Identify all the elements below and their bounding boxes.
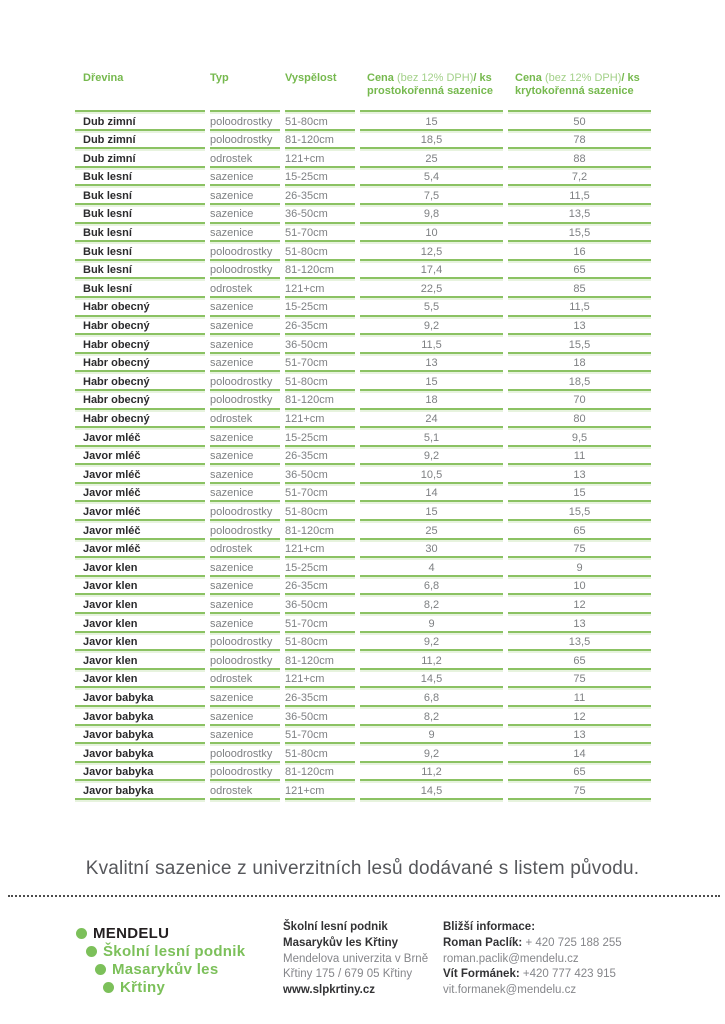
cell-cena-prostokorenna: 9,2 [360,631,503,650]
table-row [75,370,651,389]
table-row [75,129,651,148]
cell-cena-prostokorenna: 15 [360,370,503,389]
cell-cena-krytokorenna: 65 [508,761,651,780]
table-row [75,277,651,296]
cell-drevina: Javor babyka [75,705,205,724]
cell-drevina: Habr obecný [75,408,205,427]
cell-typ: sazenice [210,203,280,222]
cell-drevina: Javor babyka [75,724,205,743]
cell-cena-krytokorenna: 13,5 [508,631,651,650]
table-row [75,333,651,352]
cell-cena-krytokorenna: 50 [508,110,651,129]
cell-vyspelost: 81-120cm [285,259,355,278]
logo-line-krtiny: Křtiny [103,978,245,996]
cell-typ: odrostek [210,147,280,166]
cell-typ: sazenice [210,445,280,464]
cell-drevina: Habr obecný [75,296,205,315]
cell-typ: poloodrostky [210,110,280,129]
cell-drevina: Javor mléč [75,538,205,557]
cell-cena-prostokorenna: 7,5 [360,184,503,203]
cell-cena-krytokorenna: 14 [508,742,651,761]
cell-cena-prostokorenna: 18 [360,389,503,408]
cell-cena-krytokorenna: 85 [508,277,651,296]
cell-vyspelost: 36-50cm [285,333,355,352]
cell-typ: poloodrostky [210,240,280,259]
cell-drevina: Buk lesní [75,184,205,203]
cell-drevina: Javor mléč [75,500,205,519]
cell-vyspelost: 51-70cm [285,222,355,241]
cell-vyspelost: 51-80cm [285,240,355,259]
logo-line-mendelu: MENDELU [76,924,245,942]
cell-cena-krytokorenna: 15 [508,482,651,501]
cell-drevina: Javor klen [75,612,205,631]
logo-bullet-icon [95,964,106,975]
cell-typ: sazenice [210,482,280,501]
table-row [75,519,651,538]
address-org-line-1: Školní lesní podnik [283,921,388,933]
cell-typ: odrostek [210,538,280,557]
cell-vyspelost: 121+cm [285,147,355,166]
table-row [75,296,651,315]
cell-vyspelost: 81-120cm [285,389,355,408]
cell-cena-krytokorenna: 15,5 [508,222,651,241]
cell-typ: sazenice [210,686,280,705]
cell-cena-prostokorenna: 24 [360,408,503,427]
cell-vyspelost: 51-70cm [285,482,355,501]
cell-drevina: Habr obecný [75,333,205,352]
table-row [75,184,651,203]
mendelu-logo [76,924,245,996]
address-street: Křtiny 175 / 679 05 Křtiny [283,968,413,981]
cell-vyspelost: 81-120cm [285,649,355,668]
cell-cena-krytokorenna: 65 [508,649,651,668]
cell-cena-prostokorenna: 6,8 [360,686,503,705]
cell-vyspelost: 15-25cm [285,426,355,445]
col-header-cena-prostokorenna: Cena (bez 12% DPH)/ ks prostokořenná sazenice [367,72,493,97]
cell-cena-krytokorenna: 75 [508,779,651,798]
cell-cena-prostokorenna: 14,5 [360,779,503,798]
table-row [75,222,651,241]
cell-typ: poloodrostky [210,761,280,780]
table-row [75,500,651,519]
contact-email-2[interactable]: vit.formanek@mendelu.cz [443,984,577,997]
cell-typ: poloodrostky [210,389,280,408]
cell-drevina: Javor klen [75,631,205,650]
cell-typ: sazenice [210,296,280,315]
col-header-typ: Typ [210,72,229,84]
cell-typ: sazenice [210,575,280,594]
cell-vyspelost: 26-35cm [285,184,355,203]
website-link[interactable]: www.slpkrtiny.cz [283,984,376,997]
col-header-vyspelost: Vyspělost [285,72,337,84]
address-university: Mendelova univerzita v Brně [283,952,429,965]
cell-cena-krytokorenna: 11 [508,445,651,464]
cell-cena-prostokorenna: 11,2 [360,649,503,668]
contact-person-2: Vít Formánek: +420 777 423 915 [443,968,616,981]
cell-vyspelost: 26-35cm [285,686,355,705]
cell-cena-prostokorenna: 5,5 [360,296,503,315]
contact-person-1: Roman Paclík: + 420 725 188 255 [443,936,622,949]
cell-cena-prostokorenna: 18,5 [360,129,503,148]
cell-cena-krytokorenna: 80 [508,408,651,427]
cell-typ: sazenice [210,315,280,334]
cell-vyspelost [285,798,355,802]
cell-drevina: Dub zimní [75,147,205,166]
cell-typ: sazenice [210,166,280,185]
cell-vyspelost: 81-120cm [285,761,355,780]
cell-vyspelost: 15-25cm [285,296,355,315]
cell-cena-krytokorenna: 11 [508,686,651,705]
cell-vyspelost: 51-80cm [285,110,355,129]
cell-drevina: Dub zimní [75,129,205,148]
cell-typ: poloodrostky [210,370,280,389]
cell-vyspelost: 51-80cm [285,370,355,389]
cell-cena-krytokorenna: 16 [508,240,651,259]
cell-cena-krytokorenna: 70 [508,389,651,408]
cell-drevina: Javor klen [75,556,205,575]
cell-cena-prostokorenna: 5,1 [360,426,503,445]
cell-cena-prostokorenna: 13 [360,352,503,371]
table-row [75,631,651,650]
cell-typ: sazenice [210,426,280,445]
address-org-line-2: Masarykův les Křtiny [283,936,399,949]
cell-cena-prostokorenna: 9 [360,724,503,743]
table-row [75,110,651,129]
table-row [75,538,651,557]
cell-typ: poloodrostky [210,259,280,278]
table-row [75,463,651,482]
cell-cena-krytokorenna: 15,5 [508,333,651,352]
cell-cena-krytokorenna: 88 [508,147,651,166]
cell-drevina: Habr obecný [75,352,205,371]
cell-typ: poloodrostky [210,649,280,668]
cell-cena-prostokorenna: 22,5 [360,277,503,296]
table-row [75,612,651,631]
cell-cena-prostokorenna: 9 [360,612,503,631]
table-row [75,593,651,612]
cell-cena-prostokorenna: 10 [360,222,503,241]
cell-cena-prostokorenna: 14 [360,482,503,501]
table-row [75,482,651,501]
col-header-drevina: Dřevina [83,72,124,84]
table-row [75,408,651,427]
cell-drevina: Javor mléč [75,426,205,445]
cell-cena-krytokorenna: 75 [508,538,651,557]
cell-vyspelost: 26-35cm [285,315,355,334]
cell-cena-krytokorenna: 11,5 [508,296,651,315]
cell-vyspelost: 26-35cm [285,575,355,594]
cell-typ: sazenice [210,612,280,631]
cell-drevina: Buk lesní [75,277,205,296]
cell-drevina: Javor mléč [75,463,205,482]
table-row [75,445,651,464]
cell-vyspelost: 51-70cm [285,612,355,631]
cell-vyspelost: 51-80cm [285,631,355,650]
table-body [75,110,651,802]
cell-typ: poloodrostky [210,129,280,148]
cell-drevina: Javor babyka [75,686,205,705]
cell-cena-prostokorenna: 9,2 [360,445,503,464]
cell-cena-krytokorenna: 65 [508,259,651,278]
cell-cena-krytokorenna: 15,5 [508,500,651,519]
cell-typ: odrostek [210,408,280,427]
cell-cena-prostokorenna: 25 [360,147,503,166]
logo-line-masarykuv-les: Masarykův les [95,960,245,978]
contact-email-1[interactable]: roman.paclik@mendelu.cz [443,952,579,965]
cell-cena-prostokorenna [360,798,503,802]
cell-drevina: Javor babyka [75,742,205,761]
cell-cena-krytokorenna: 13 [508,463,651,482]
cell-cena-prostokorenna: 8,2 [360,705,503,724]
cell-vyspelost: 26-35cm [285,445,355,464]
cell-cena-prostokorenna: 12,5 [360,240,503,259]
cell-cena-krytokorenna: 9,5 [508,426,651,445]
cell-cena-krytokorenna: 12 [508,593,651,612]
cell-drevina: Habr obecný [75,389,205,408]
cell-typ: poloodrostky [210,742,280,761]
cell-vyspelost: 81-120cm [285,129,355,148]
table-row [75,389,651,408]
cell-cena-krytokorenna [508,798,651,802]
cell-typ: poloodrostky [210,500,280,519]
cell-typ: odrostek [210,668,280,687]
cell-cena-krytokorenna: 12 [508,705,651,724]
logo-bullet-icon [103,982,114,993]
cell-vyspelost: 36-50cm [285,203,355,222]
cell-typ: odrostek [210,277,280,296]
cell-drevina: Javor babyka [75,761,205,780]
table-row [75,742,651,761]
cell-cena-prostokorenna: 8,2 [360,593,503,612]
cell-vyspelost: 121+cm [285,277,355,296]
cell-vyspelost: 51-80cm [285,500,355,519]
cell-cena-krytokorenna: 11,5 [508,184,651,203]
cell-cena-krytokorenna: 10 [508,575,651,594]
table-row [75,166,651,185]
cell-typ: sazenice [210,724,280,743]
cell-cena-prostokorenna: 15 [360,110,503,129]
dotted-divider [8,895,720,897]
cell-vyspelost: 15-25cm [285,556,355,575]
cell-cena-krytokorenna: 65 [508,519,651,538]
table-row [75,705,651,724]
cell-drevina: Javor babyka [75,779,205,798]
cell-drevina: Habr obecný [75,315,205,334]
cell-typ: sazenice [210,352,280,371]
cell-cena-krytokorenna: 13 [508,724,651,743]
cell-typ: sazenice [210,593,280,612]
table-row [75,203,651,222]
cell-vyspelost: 121+cm [285,668,355,687]
cell-cena-krytokorenna: 9 [508,556,651,575]
cell-typ: sazenice [210,184,280,203]
cell-drevina: Javor mléč [75,482,205,501]
cell-cena-prostokorenna: 25 [360,519,503,538]
cell-vyspelost: 81-120cm [285,519,355,538]
table-row [75,575,651,594]
cell-cena-krytokorenna: 78 [508,129,651,148]
table-row [75,426,651,445]
table-row [75,686,651,705]
cell-drevina: Javor klen [75,668,205,687]
cell-vyspelost: 121+cm [285,408,355,427]
logo-bullet-icon [76,928,87,939]
cell-cena-prostokorenna: 11,5 [360,333,503,352]
cell-drevina: Javor klen [75,593,205,612]
cell-cena-prostokorenna: 15 [360,500,503,519]
cell-drevina: Habr obecný [75,370,205,389]
cell-typ: sazenice [210,556,280,575]
cell-vyspelost: 121+cm [285,779,355,798]
logo-line-skolni-lesni-podnik: Školní lesní podnik [86,942,245,960]
cell-drevina: Buk lesní [75,203,205,222]
cell-typ: poloodrostky [210,519,280,538]
table-row [75,259,651,278]
cell-cena-krytokorenna: 7,2 [508,166,651,185]
table-row [75,668,651,687]
table-row [75,352,651,371]
cell-vyspelost: 121+cm [285,538,355,557]
tagline: Kvalitní sazenice z univerzitních lesů dodávané s listem původu. [85,858,640,879]
contacts-heading: Bližší informace: [443,921,536,933]
cell-typ: sazenice [210,463,280,482]
cell-typ: sazenice [210,333,280,352]
cell-vyspelost: 36-50cm [285,705,355,724]
logo-bullet-icon [86,946,97,957]
cell-cena-prostokorenna: 14,5 [360,668,503,687]
cell-cena-prostokorenna: 17,4 [360,259,503,278]
cell-typ: odrostek [210,779,280,798]
cell-drevina: Javor klen [75,575,205,594]
cell-drevina: Javor mléč [75,445,205,464]
cell-typ: sazenice [210,222,280,241]
table-row [75,315,651,334]
table-header-row [75,70,651,110]
table-row [75,798,651,802]
cell-vyspelost: 51-70cm [285,724,355,743]
cell-cena-prostokorenna: 11,2 [360,761,503,780]
cell-cena-prostokorenna: 4 [360,556,503,575]
cell-cena-krytokorenna: 13 [508,315,651,334]
cell-cena-prostokorenna: 10,5 [360,463,503,482]
cell-drevina: Buk lesní [75,166,205,185]
cell-cena-prostokorenna: 30 [360,538,503,557]
table-row [75,147,651,166]
cell-vyspelost: 51-70cm [285,352,355,371]
cell-cena-krytokorenna: 75 [508,668,651,687]
cell-typ: poloodrostky [210,631,280,650]
table-row [75,761,651,780]
cell-drevina: Dub zimní [75,110,205,129]
cell-drevina: Buk lesní [75,222,205,241]
cell-cena-krytokorenna: 18,5 [508,370,651,389]
cell-typ: sazenice [210,705,280,724]
table-row [75,240,651,259]
cell-vyspelost: 51-80cm [285,742,355,761]
cell-drevina: Buk lesní [75,240,205,259]
footer-contacts-block [443,920,663,999]
table-row [75,556,651,575]
cell-cena-krytokorenna: 13,5 [508,203,651,222]
cell-drevina: Javor mléč [75,519,205,538]
cell-drevina: Buk lesní [75,259,205,278]
cell-drevina: Javor klen [75,649,205,668]
cell-vyspelost: 36-50cm [285,593,355,612]
cell-cena-krytokorenna: 13 [508,612,651,631]
col-header-cena-krytokorenna: Cena (bez 12% DPH)/ ks krytokořenná sazenice [515,72,640,97]
table-row [75,724,651,743]
cell-cena-prostokorenna: 9,2 [360,742,503,761]
cell-cena-prostokorenna: 9,2 [360,315,503,334]
price-table [75,70,651,802]
table-row [75,649,651,668]
cell-typ [210,798,280,802]
cell-vyspelost: 36-50cm [285,463,355,482]
footer-address-block [283,920,438,999]
cell-cena-prostokorenna: 9,8 [360,203,503,222]
table-row [75,779,651,798]
cell-drevina [75,798,205,802]
cell-cena-prostokorenna: 6,8 [360,575,503,594]
cell-vyspelost: 15-25cm [285,166,355,185]
cell-cena-prostokorenna: 5,4 [360,166,503,185]
cell-cena-krytokorenna: 18 [508,352,651,371]
